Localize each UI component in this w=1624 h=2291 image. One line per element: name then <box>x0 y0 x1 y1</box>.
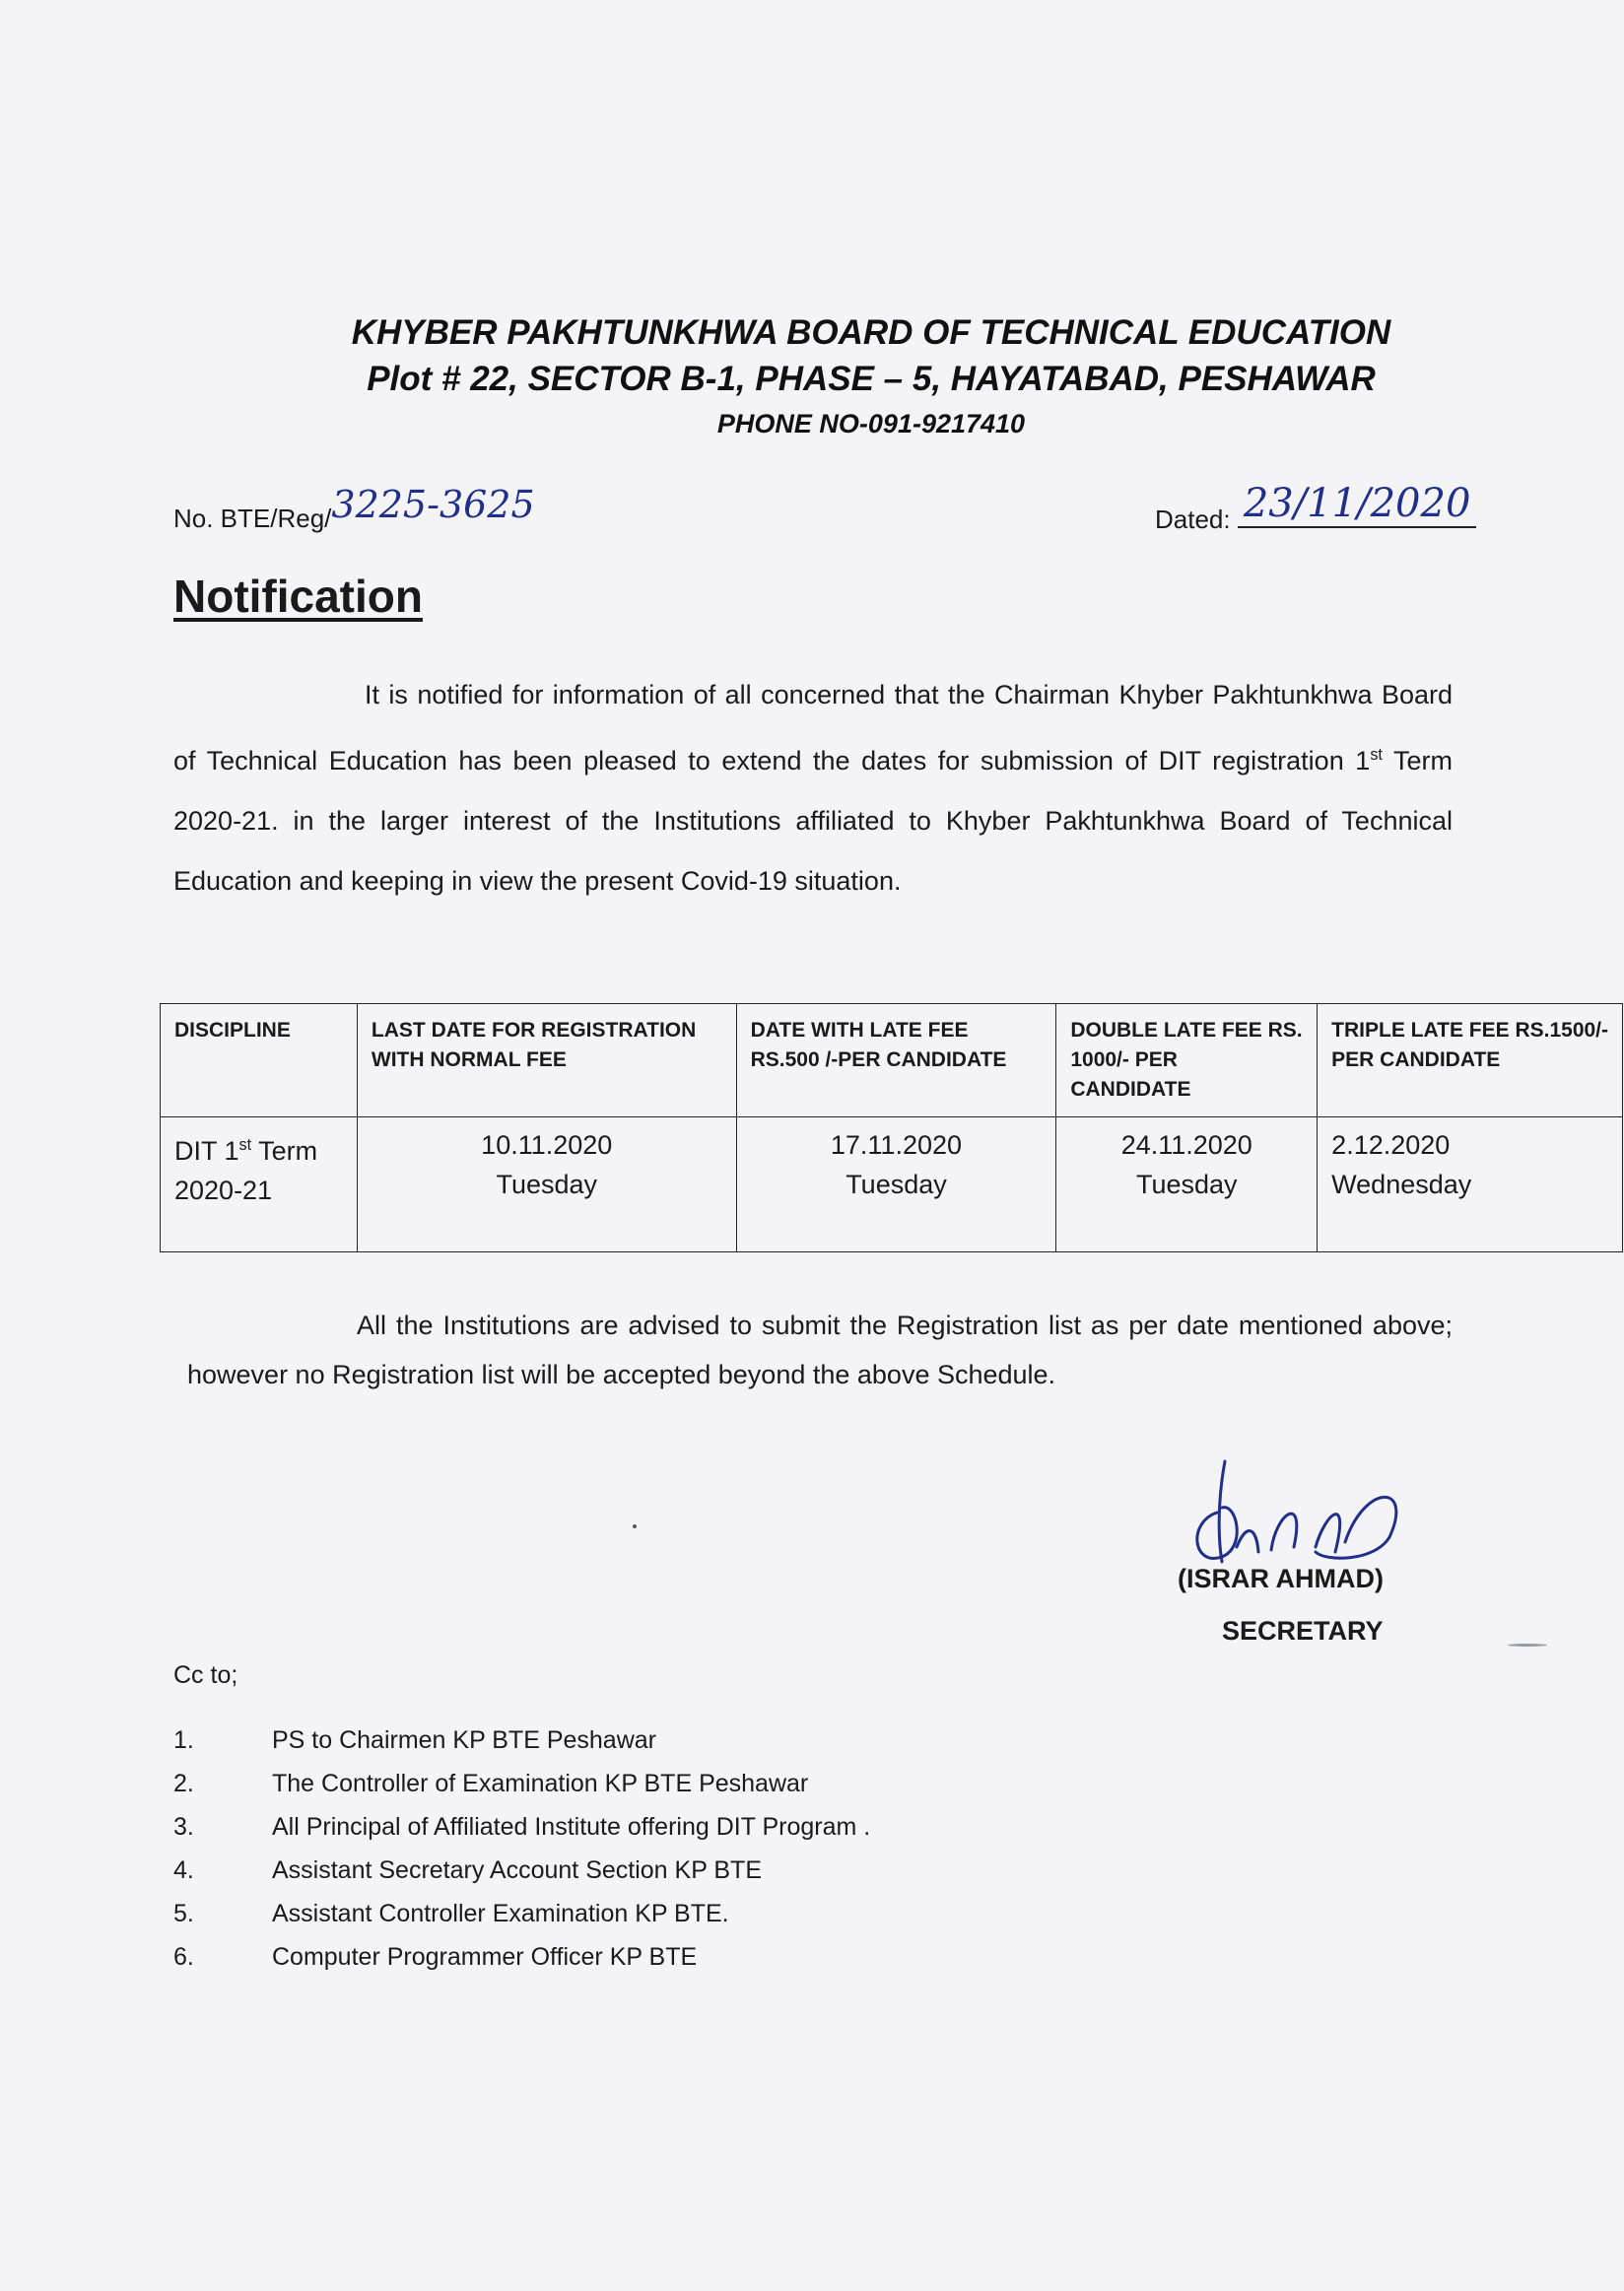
list-item-number: 2. <box>173 1770 194 1797</box>
board-phone: PHONE NO-091-9217410 <box>716 409 1026 438</box>
list-item-number: 5. <box>173 1900 194 1927</box>
reference-number <box>173 483 535 536</box>
notification-title: Notification <box>173 571 423 622</box>
reference-handwritten-number: 3225-3625 <box>331 483 535 526</box>
late-day: Tuesday <box>846 1170 947 1199</box>
cell-double-late-fee <box>1056 1117 1318 1252</box>
cell-discipline <box>161 1117 358 1252</box>
discipline-text: DIT 1 <box>174 1136 239 1166</box>
schedule-table <box>160 1003 1623 1252</box>
header-normal-fee: LAST DATE FOR REGISTRATION WITH NORMAL FEE <box>357 1004 736 1117</box>
list-item <box>173 1726 870 1770</box>
discipline-term: Term <box>251 1136 318 1166</box>
normal-date: 10.11.2020 <box>481 1130 613 1160</box>
list-item-number: 6. <box>173 1943 194 1971</box>
scan-mark <box>1508 1644 1547 1647</box>
cell-normal-fee <box>357 1117 736 1252</box>
reference-label: No. BTE/Reg/ <box>173 504 332 533</box>
double-day: Tuesday <box>1135 1170 1238 1199</box>
table-row <box>161 1117 1623 1252</box>
triple-day: Wednesday <box>1331 1170 1472 1199</box>
signatory-name: (ISRAR AHMAD) <box>1178 1564 1384 1593</box>
header-late-fee: DATE WITH LATE FEE RS.500 /-PER CANDIDATE <box>736 1004 1056 1117</box>
scan-speck <box>633 1524 637 1528</box>
list-item-text: Assistant Controller Examination KP BTE. <box>272 1900 729 1927</box>
signatory-title: SECRETARY <box>1222 1616 1384 1646</box>
header-double-late-fee: DOUBLE LATE FEE RS. 1000/- PER CANDIDATE <box>1056 1004 1318 1117</box>
list-item-number: 1. <box>173 1726 194 1754</box>
late-date: 17.11.2020 <box>830 1130 963 1160</box>
list-item-number: 4. <box>173 1856 194 1884</box>
list-item-text: Assistant Secretary Account Section KP BTE <box>272 1856 762 1884</box>
date-line <box>1155 481 1476 538</box>
table-header-row <box>161 1004 1623 1117</box>
list-item-text: PS to Chairmen KP BTE Peshawar <box>272 1726 656 1754</box>
list-item <box>173 1770 870 1813</box>
paragraph-superscript: st <box>1370 746 1383 764</box>
list-item-text: All Principal of Affiliated Institute offering DIT Program . <box>272 1813 871 1841</box>
cell-late-fee <box>736 1117 1056 1252</box>
double-date: 24.11.2020 <box>1120 1130 1252 1160</box>
discipline-superscript: st <box>238 1136 252 1154</box>
header-discipline: DISCIPLINE <box>161 1004 358 1117</box>
date-label: Dated: <box>1155 505 1231 534</box>
list-item <box>173 1943 870 1987</box>
list-item-text: The Controller of Examination KP BTE Peshawar <box>272 1770 809 1797</box>
notification-paragraph <box>173 665 1453 911</box>
advisory-paragraph: All the Institutions are advised to submit the Registration list as per date mentioned above; however no Registration list will be accepted beyond the above Schedule. <box>187 1311 1453 1389</box>
handwritten-date: 23/11/2020 <box>1238 481 1477 528</box>
cc-label: Cc to; <box>173 1661 238 1689</box>
paragraph-text-b: Term 2020-21. in the larger interest of the Institutions affiliated to Khyber Pakhtunkhwa Board of Technical Education and keeping in view the present Covid-19 situation. <box>173 746 1453 896</box>
cc-list <box>173 1726 870 1987</box>
list-item-number: 3. <box>173 1813 194 1841</box>
list-item-text: Computer Programmer Officer KP BTE <box>272 1943 698 1971</box>
signature-image <box>1178 1453 1439 1572</box>
list-item <box>173 1813 870 1856</box>
paragraph-text-a: It is notified for information of all concerned that the Chairman Khyber Pakhtunkhwa Board of Technical Education has been pleased to extend the dates for submission of DIT registration 1 <box>173 680 1453 775</box>
discipline-year: 2020-21 <box>174 1176 273 1205</box>
list-item <box>173 1900 870 1943</box>
triple-date: 2.12.2020 <box>1331 1130 1451 1160</box>
header-triple-late-fee: TRIPLE LATE FEE RS.1500/- PER CANDIDATE <box>1318 1004 1623 1117</box>
list-item <box>173 1856 870 1900</box>
board-address: Plot # 22, SECTOR B-1, PHASE – 5, HAYATABAD, PESHAWAR <box>367 360 1376 398</box>
cell-triple-late-fee <box>1318 1117 1623 1252</box>
normal-day: Tuesday <box>496 1170 598 1199</box>
board-name: KHYBER PAKHTUNKHWA BOARD OF TECHNICAL EDUCATION <box>351 313 1391 352</box>
